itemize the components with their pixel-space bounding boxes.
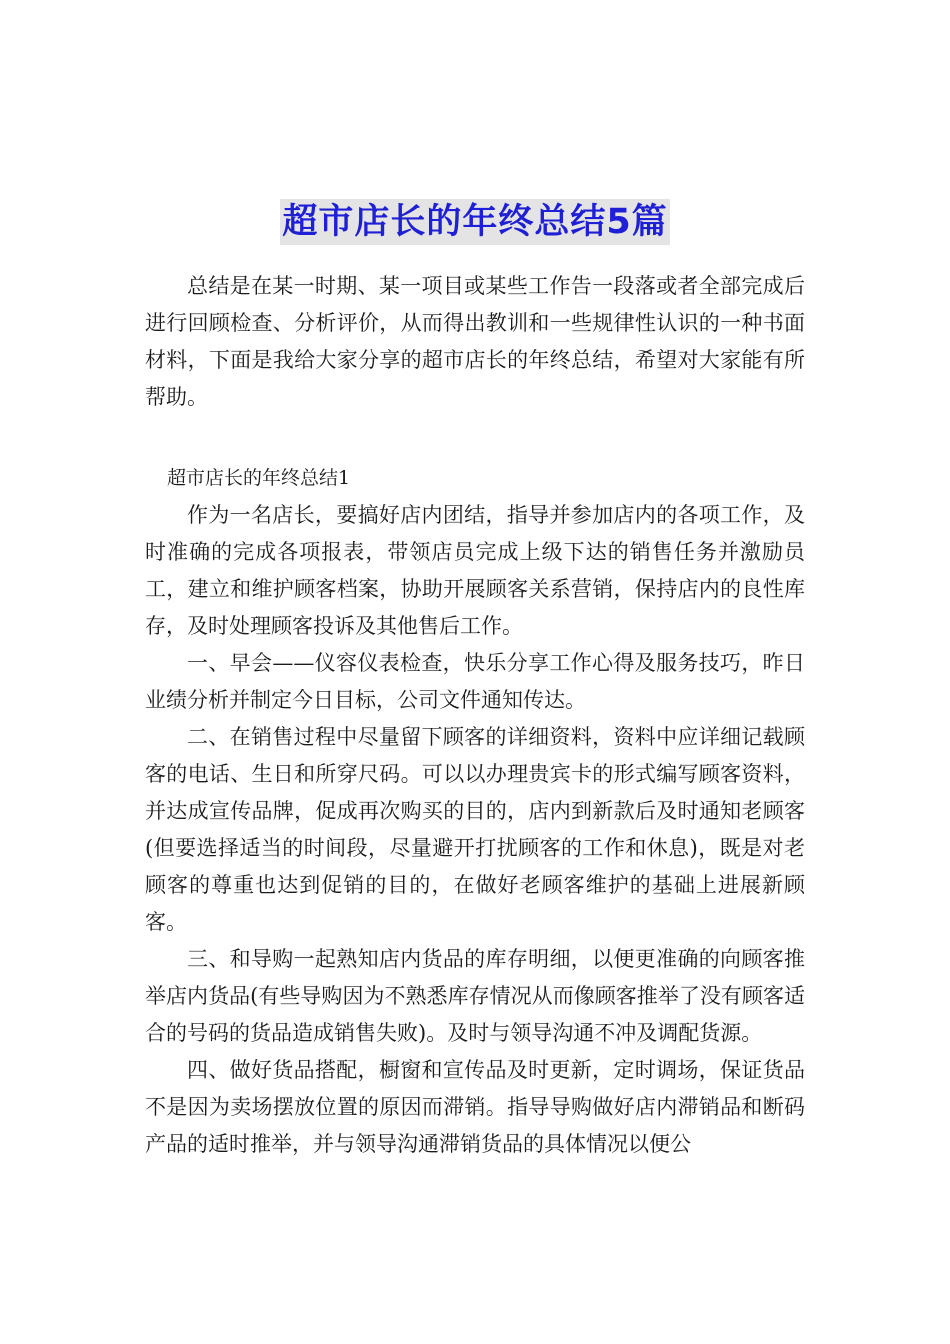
- body-paragraph-4: 三、和导购一起熟知店内货品的库存明细，以便更准确的向顾客推举店内货品(有些导购因为不熟悉库存情况从而像顾客推举了没有顾客适合的号码的货品造成销售失败)。及时与领导沟通不冲及调配货源。: [145, 947, 805, 1045]
- document-title: 超市店长的年终总结5篇: [280, 199, 669, 245]
- document-body: [145, 268, 805, 1163]
- section-heading: 超市店长的年终总结1: [167, 467, 351, 489]
- body-paragraph-5: 四、做好货品搭配，橱窗和宣传品及时更新，定时调场，保证货品不是因为卖场摆放位置的原因而滞销。指导导购做好店内滞销品和断码产品的适时推举，并与领导沟通滞销货品的具体情况以便公: [145, 1058, 805, 1156]
- body-paragraph-2: 一、早会——仪容仪表检查，快乐分享工作心得及服务技巧，昨日业绩分析并制定今日目标，公司文件通知传达。: [145, 651, 805, 712]
- body-paragraph-3: 二、在销售过程中尽量留下顾客的详细资料，资料中应详细记载顾客的电话、生日和所穿尺码。可以以办理贵宾卡的形式编写顾客资料，并达成宣传品牌，促成再次购买的目的，店内到新款后及时通知老顾客(但要选择适当的时间段，尽量避开打扰顾客的工作和休息)，既是对老顾客的尊重也达到促销的目的，在做好老顾客维护的基础上进展新顾客。: [145, 725, 805, 934]
- intro-paragraph: 总结是在某一时期、某一项目或某些工作告一段落或者全部完成后进行回顾检查、分析评价，从而得出教训和一些规律性认识的一种书面材料，下面是我给大家分享的超市店长的年终总结，希望对大家能有所帮助。: [145, 274, 805, 409]
- title-container: [0, 176, 950, 269]
- body-paragraph-1: 作为一名店长，要搞好店内团结，指导并参加店内的各项工作，及时准确的完成各项报表，带领店员完成上级下达的销售任务并激励员工，建立和维护顾客档案，协助开展顾客关系营销，保持店内的良性库存，及时处理顾客投诉及其他售后工作。: [145, 503, 805, 638]
